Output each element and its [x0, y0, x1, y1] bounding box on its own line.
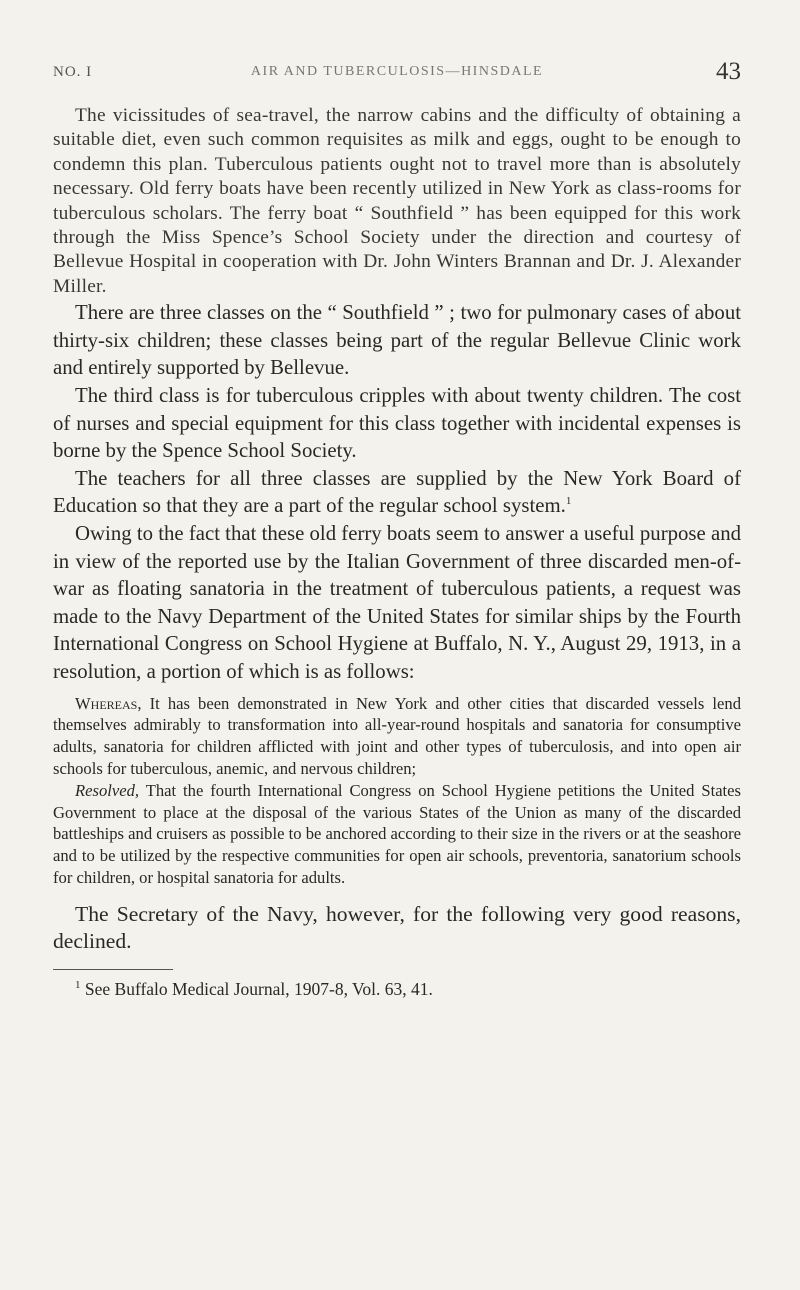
whereas-text: It has been demonstrated in New York and other cities that discarded vessels lend themselves admirably to transformation into all-year-round hospitals and sanatoria for consumptive adults, sanatoria for children afflicted with joint and other types of tuberculosis, and into open air schools for tuberculous, anemic, and nervous children;	[53, 693, 741, 778]
paragraph-teachers-text: The teachers for all three classes are supplied by the New York Board of Education so that they are a part of the regular school system.	[53, 466, 741, 518]
footnote-divider	[53, 969, 173, 970]
running-header	[53, 58, 741, 94]
whereas-clause	[53, 693, 741, 780]
paragraph-request: Owing to the fact that these old ferry boats seem to answer a useful purpose and in view of the reported use by the Italian Government of three discarded men-of-war as floating sanatoria in the treatment of tuberculous patients, a request was made to the Navy Department of the United States for similar ships by the Fourth International Congress on School Hygiene at Buffalo, N. Y., August 29, 1913, in a resolution, a portion of which is as follows:	[53, 522, 741, 683]
whereas-lead: Whereas,	[75, 693, 142, 713]
paragraph-ferry-boats: The vicissitudes of sea-travel, the narrow cabins and the difficulty of obtaining a suitable diet, even such common requisites as milk and eggs, ought to be enough to condemn this plan. Tuberculous patients ought not to travel more than is absolutely necessary. Old ferry boats have been recently utilized in New York as class-rooms for tuberculous scholars. The ferry boat “ Southfield ” has been equipped for this work through the Miss Spence’s School Society under the direction and courtesy of Bellevue Hospital in cooperation with Dr. John Winters Brannan and Dr. J. Alexander Miller.	[53, 105, 741, 297]
issue-number: NO. I	[53, 64, 93, 80]
paragraph-third-class: The third class is for tuberculous cripples with about twenty children. The cost of nurses and special equipment for this class together with incidental expenses is borne by the Spence School Society.	[53, 384, 741, 463]
footnote-text: See Buffalo Medical Journal, 1907-8, Vol. 63, 41.	[80, 978, 433, 999]
resolution-quote	[53, 693, 741, 889]
resolved-lead: Resolved,	[75, 780, 140, 800]
book-page	[53, 58, 741, 1000]
running-title: AIR AND TUBERCULOSIS—HINSDALE	[250, 64, 544, 79]
closing-section	[53, 901, 741, 955]
paragraph-teachers	[53, 465, 741, 520]
footnote-marker: 1	[75, 978, 81, 991]
paragraph-three-classes: There are three classes on the “ Southfield ” ; two for pulmonary cases of about thirty-six children; these classes being part of the regular Bellevue Clinic work and entirely supported by Bellevue.	[53, 301, 741, 380]
closing-paragraph: The Secretary of the Navy, however, for the following very good reasons, declined.	[53, 901, 741, 953]
page-number: 43	[716, 58, 741, 85]
main-text	[53, 104, 741, 686]
footnote	[53, 978, 741, 1000]
resolved-clause	[53, 780, 741, 889]
resolved-text: That the fourth International Congress on School Hygiene petitions the United States Government to place at the disposal of the various States of the Union as many of the discarded battleships and cruisers as possible to be anchored according to their size in the rivers or at the seashore and to be utilized by the respective communities for open air schools, preventoria, sanatorium schools for children, or hospital sanatoria for adults.	[53, 780, 741, 887]
footnote-reference: 1	[565, 495, 572, 508]
